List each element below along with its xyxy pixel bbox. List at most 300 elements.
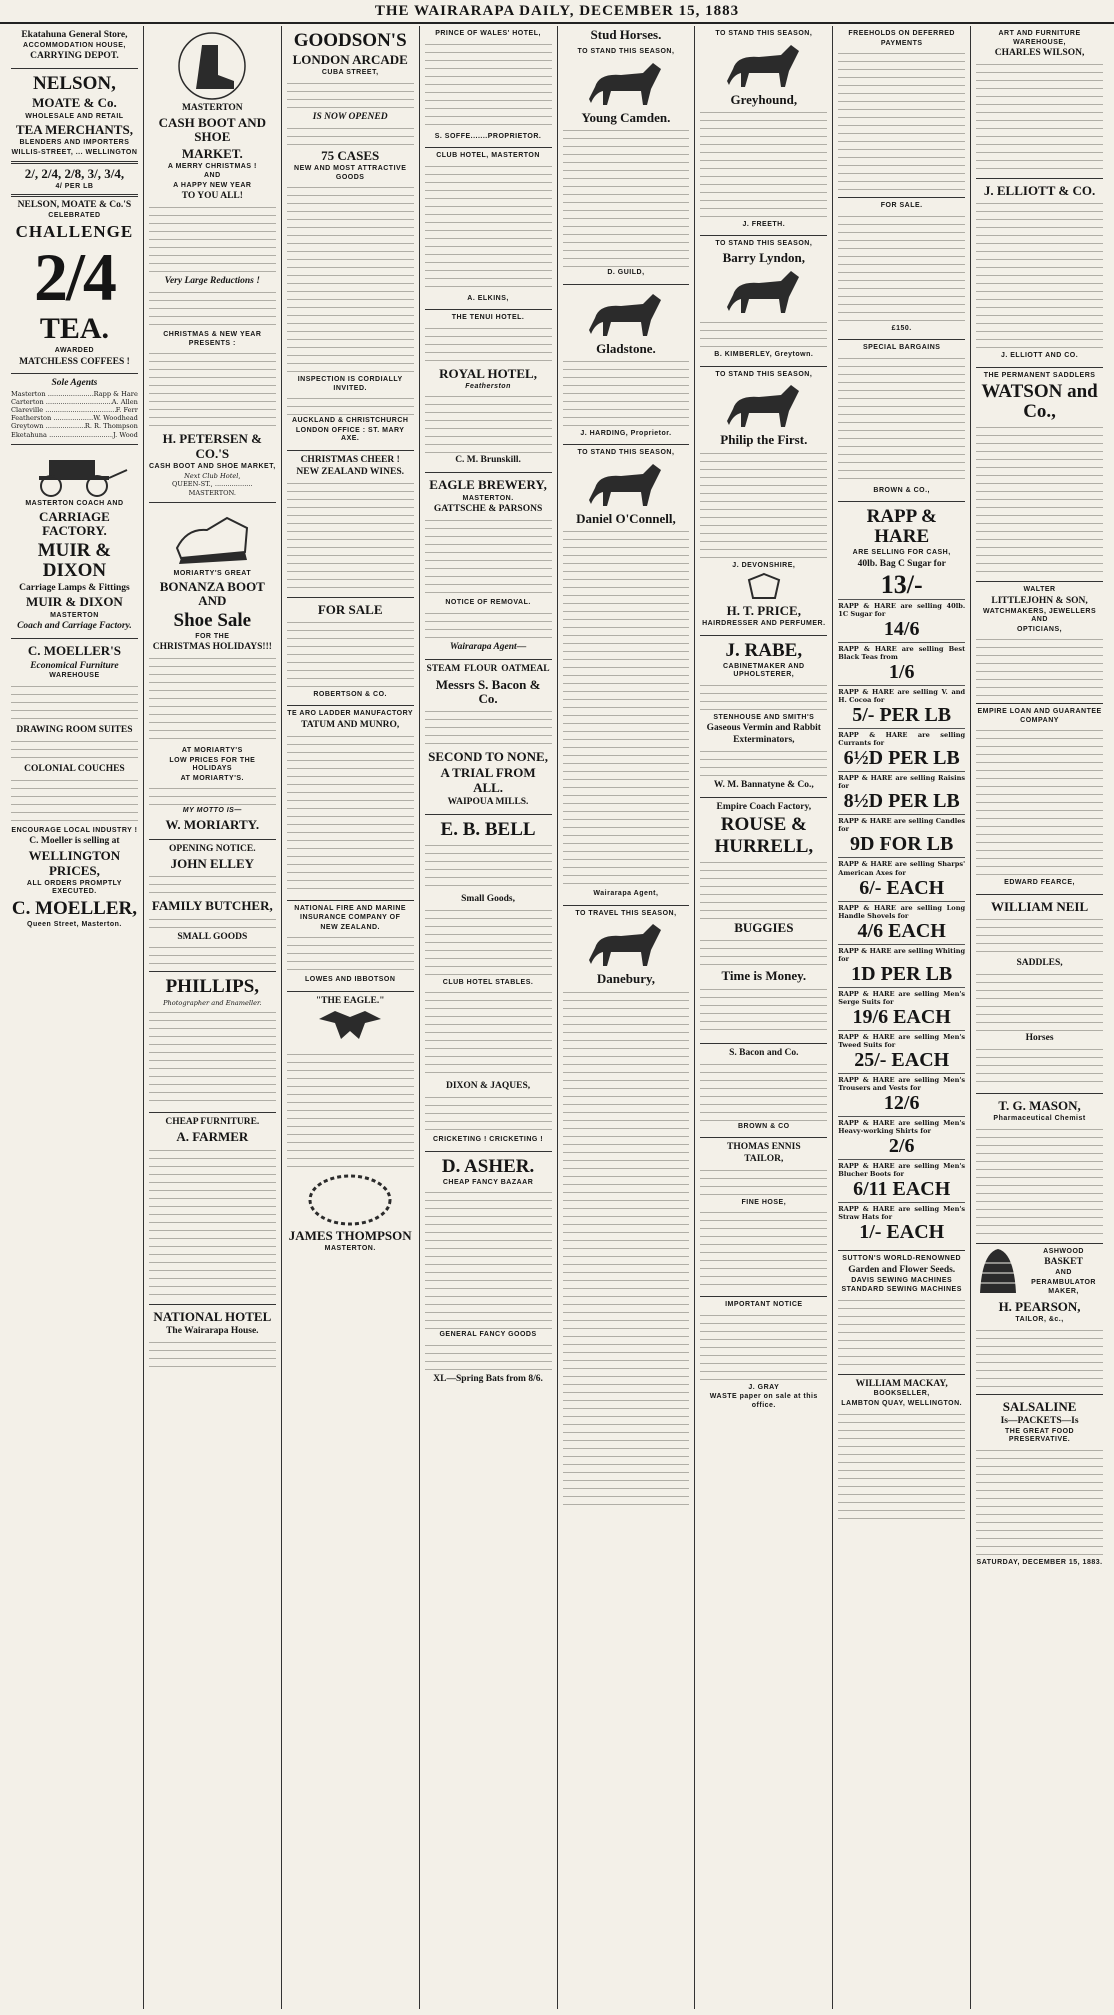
ad-nelson-moate xyxy=(11,69,138,374)
ad-title: ROYAL HOTEL, xyxy=(439,365,537,381)
divider xyxy=(11,161,138,164)
agent-town: Featherston ..... xyxy=(11,414,93,422)
tea-price-unit: 4/ PER LB xyxy=(55,182,94,190)
horse-illustration xyxy=(581,460,671,510)
ad-heading: DAVIS SEWING MACHINES xyxy=(851,1276,953,1284)
ad-subtitle: Next Club Hotel, xyxy=(184,472,241,481)
agent-name: R. R. Thompson xyxy=(84,422,138,431)
agent-town: Masterton ..... xyxy=(11,390,94,398)
ad-heading: NOTICE OF REMOVAL. xyxy=(445,599,531,607)
ad-heading: GENERAL FANCY GOODS xyxy=(439,1331,537,1339)
body-text xyxy=(11,777,138,825)
item-description: RAPP & HARE are selling Men's Heavy-working Shirts for xyxy=(838,1118,966,1135)
ad-subtitle: NEW AND MOST ATTRACTIVE GOODS xyxy=(294,164,407,181)
challenge-heading: CHALLENGE xyxy=(15,221,134,241)
body-text xyxy=(287,934,414,974)
ad-national-hotel xyxy=(149,1305,276,1376)
ad-subtitle: AT MORIARTY'S xyxy=(181,747,243,755)
ad-heading: 75 CASES xyxy=(321,147,380,163)
body-text xyxy=(287,733,414,893)
ad-empire-loan xyxy=(976,704,1103,895)
ad-title: J. RABE, xyxy=(725,639,803,661)
ad-address: WILLIS-STREET, ... WELLINGTON xyxy=(11,148,138,156)
agent-row xyxy=(11,398,138,406)
ad-title: D. ASHER. xyxy=(441,1155,535,1177)
rapp-hare-item xyxy=(838,599,965,642)
column-5 xyxy=(558,26,696,2009)
body-text xyxy=(287,480,414,590)
ad-heading: Carriage Lamps & Fittings xyxy=(19,582,130,593)
horse-name: Greyhound, xyxy=(730,91,798,107)
body-text xyxy=(149,655,276,745)
body-text xyxy=(149,873,276,897)
body-text xyxy=(149,204,276,274)
ad-title: EAGLE BREWERY, xyxy=(429,477,547,493)
ad-subtitle: B. KIMBERLEY, Greytown. xyxy=(714,351,814,359)
ad-heading: NATIONAL FIRE AND MARINE xyxy=(294,904,407,912)
ad-title: MASTERTON xyxy=(181,103,243,113)
ad-subtitle: TAILOR, &c., xyxy=(1015,1316,1064,1324)
ad-title: CHARLES WILSON, xyxy=(994,48,1085,59)
ad-subtitle: THE GREAT FOOD PRESERVATIVE. xyxy=(1005,1427,1075,1444)
item-description: RAPP & HARE are selling Men's Blucher Boots for xyxy=(838,1161,966,1178)
ad-heading: BUGGIES xyxy=(734,920,794,935)
ad-heading: FOR SALE. xyxy=(880,202,923,210)
ad-heading: TO STAND THIS SEASON, xyxy=(577,449,675,457)
divider xyxy=(11,194,138,197)
ad-heading: TO STAND THIS SEASON, xyxy=(715,30,813,37)
body-text xyxy=(976,200,1103,350)
body-text xyxy=(838,1297,965,1367)
eagle-illustration xyxy=(315,1009,385,1049)
body-text xyxy=(976,971,1103,1031)
ad-heading: INSPECTION IS CORDIALLY INVITED. xyxy=(297,376,403,392)
ad-charles-wilson xyxy=(976,26,1103,179)
body-text xyxy=(976,916,1103,956)
ad-subtitle: ALL ORDERS PROMPTLY EXECUTED. xyxy=(26,879,122,896)
body-text xyxy=(149,1339,276,1369)
ad-heading: PAYMENTS xyxy=(880,39,923,47)
ad-heading: CLUB HOTEL STABLES. xyxy=(442,978,534,986)
ad-heading: STANDARD SEWING MACHINES xyxy=(841,1286,962,1294)
agent-name: F. Ferr xyxy=(115,406,138,415)
ad-j-rabe xyxy=(700,636,827,798)
body-text xyxy=(976,1126,1103,1236)
ad-title: LITTLEJOHN & SON, xyxy=(991,595,1088,606)
ad-title: MUIR & DIXON xyxy=(37,539,112,581)
body-text xyxy=(425,517,552,597)
boot-illustration xyxy=(172,31,252,101)
column-8 xyxy=(971,26,1108,2009)
body-text xyxy=(838,50,965,190)
body-text xyxy=(976,636,1103,696)
item-price: 8½D PER LB xyxy=(843,790,960,813)
ad-heading: TO TRAVEL THIS SEASON, xyxy=(575,909,677,917)
shoe-illustration xyxy=(167,508,257,568)
ad-danebury xyxy=(563,906,690,1516)
ad-subtitle: WALTER xyxy=(1023,586,1056,594)
ad-heading: 40lb. Bag C Sugar for xyxy=(857,558,946,569)
ad-heading: SADDLES, xyxy=(1016,958,1063,969)
rapp-hare-item xyxy=(838,1030,965,1073)
ad-subtitle: £150. xyxy=(891,324,912,332)
beehive-row xyxy=(976,1247,1103,1298)
ad-address: Queen Street, Masterton. xyxy=(27,920,122,928)
ad-title: Ekatahuna General Store, xyxy=(21,30,128,40)
masthead-title: THE WAIRARAPA DAILY, DECEMBER 15, 1883 xyxy=(374,3,740,19)
ad-heading: TO YOU ALL! xyxy=(181,191,243,202)
ad-title: MUIR & DIXON xyxy=(26,594,123,610)
agent-row xyxy=(11,414,138,422)
body-text xyxy=(149,916,276,930)
rapp-hare-item xyxy=(838,944,965,987)
body-text xyxy=(149,1147,276,1297)
ad-subtitle: J. DEVONSHIRE, xyxy=(732,561,796,569)
rapp-hare-item-list xyxy=(838,599,965,1245)
body-text xyxy=(700,109,827,219)
ad-heading: TEA MERCHANTS, xyxy=(15,122,133,138)
item-description: RAPP & HARE are selling V. and H. Cocoa for xyxy=(838,688,966,705)
ad-heading: IMPORTANT NOTICE xyxy=(725,1301,803,1309)
ad-subtitle: WAIPOUA MILLS. xyxy=(447,797,529,808)
ad-title: THOMAS ENNIS xyxy=(726,1142,801,1153)
wreath-illustration xyxy=(305,1173,395,1227)
ad-heading: STENHOUSE AND SMITH'S xyxy=(713,713,815,721)
ad-subtitle: J. HARDING, Proprietor. xyxy=(580,429,672,437)
body-text xyxy=(287,395,414,415)
ad-club-hotel xyxy=(425,148,552,310)
ad-heading: PERAMBULATOR xyxy=(1031,1278,1096,1286)
ad-subtitle: MASTERTON xyxy=(50,611,99,619)
body-text xyxy=(287,1051,414,1171)
column-6 xyxy=(695,26,833,2009)
body-text xyxy=(838,355,965,485)
ad-heading: TO STAND THIS SEASON, xyxy=(577,48,675,56)
ad-subtitle: CABINETMAKER AND UPHOLSTERER, xyxy=(722,662,805,679)
rapp-hare-item xyxy=(838,987,965,1030)
item-description: RAPP & HARE are selling Raisins for xyxy=(838,774,966,791)
horse-illustration xyxy=(719,41,809,91)
agent-row xyxy=(11,431,138,439)
ad-heading: CHRISTMAS & NEW YEAR PRESENTS : xyxy=(163,331,262,347)
ad-subtitle: WHOLESALE AND RETAIL xyxy=(25,112,124,120)
ad-title: CARRIAGE FACTORY. xyxy=(39,509,110,539)
ad-title: NATIONAL HOTEL xyxy=(153,1308,272,1324)
body-text xyxy=(149,944,276,964)
ad-ekatahuna-store xyxy=(11,26,138,69)
horse-illustration xyxy=(581,59,671,109)
ad-heading: DRAWING ROOM SUITES xyxy=(16,724,133,735)
item-price: 1/- EACH xyxy=(859,1221,945,1244)
ad-freeholds xyxy=(838,26,965,198)
ad-philip-the-first xyxy=(700,367,827,636)
ad-subtitle: Featherston xyxy=(465,382,511,390)
ad-subtitle: CARRYING DEPOT. xyxy=(30,51,119,62)
ad-subtitle: AT MORIARTY'S. xyxy=(180,774,244,782)
ad-title: PRINCE OF WALES' HOTEL, xyxy=(435,30,541,37)
ad-waipoua-mills xyxy=(425,660,552,815)
ad-title: C. MOELLER'S xyxy=(27,643,122,659)
horse-name: Daniel O'Connell, xyxy=(576,511,676,527)
body-text xyxy=(425,989,552,1079)
masthead xyxy=(0,0,1114,24)
ad-heading: LOW PRICES FOR THE HOLIDAYS xyxy=(169,756,256,773)
ad-subtitle: Economical Furniture xyxy=(30,660,119,671)
ad-title: HURRELL, xyxy=(714,836,814,858)
ad-subtitle: MASTERTON COACH AND xyxy=(25,499,124,507)
ad-heading: WELLINGTON PRICES, xyxy=(28,848,121,878)
ad-s-bacon xyxy=(700,1044,827,1138)
ad-subtitle: TAILOR, xyxy=(744,1153,784,1164)
body-text xyxy=(425,163,552,293)
ad-address: QUEEN-ST., .................. MASTERTON. xyxy=(172,480,253,497)
body-text xyxy=(425,610,552,640)
rapp-hare-item xyxy=(838,857,965,900)
agent-name: A. Allen xyxy=(111,398,138,407)
rapp-hare-item xyxy=(838,1159,965,1202)
horse-illustration xyxy=(581,920,671,970)
column-4 xyxy=(420,26,558,2009)
body-text xyxy=(11,738,138,762)
ad-heading: BASKET xyxy=(1044,1257,1083,1268)
tea-prices: 2/, 2/4, 2/8, 3/, 3/4, xyxy=(24,165,125,181)
ad-heading: Exterminators, xyxy=(733,735,795,746)
body-text xyxy=(976,424,1103,574)
rapp-hare-item xyxy=(838,771,965,814)
ad-national-insurance xyxy=(287,901,414,992)
ad-heading: CHEAP FURNITURE. xyxy=(165,1117,260,1128)
ad-thomas-ennis xyxy=(700,1138,827,1297)
ad-heading: TO STAND THIS SEASON, xyxy=(715,370,813,378)
rapp-hare-item xyxy=(838,1202,965,1245)
ad-heading: Very Large Reductions ! xyxy=(164,276,260,287)
ad-subtitle: TE ARO LADDER MANUFACTORY xyxy=(287,710,414,718)
ad-subtitle: BROWN & CO., xyxy=(873,486,930,494)
body-text xyxy=(700,1209,827,1289)
item-price: 6/11 EACH xyxy=(853,1177,951,1200)
ad-heading: CHRISTMAS HOLIDAYS!!! xyxy=(152,642,272,653)
ad-subtitle: S. SOFFE.......PROPRIETOR. xyxy=(434,132,542,140)
item-description: RAPP & HARE are selling Men's Tweed Suits for xyxy=(838,1032,966,1049)
ad-phillips xyxy=(149,972,276,1113)
ad-heading: THE PERMANENT SADDLERS xyxy=(983,371,1096,379)
item-price: 2/6 xyxy=(888,1134,915,1157)
ad-title: THE TENUI HOTEL. xyxy=(451,314,525,322)
column-1 xyxy=(6,26,144,2009)
ad-heading: INSURANCE COMPANY OF xyxy=(300,914,401,922)
ad-barry-lyndon xyxy=(700,236,827,366)
body-text xyxy=(287,80,414,110)
rapp-hare-item xyxy=(838,901,965,944)
horse-illustration xyxy=(581,290,671,340)
rapp-hare-item xyxy=(838,1073,965,1116)
body-text xyxy=(976,1327,1103,1387)
tea-heading: TEA. xyxy=(39,312,110,346)
ad-subtitle: Photographer and Enameller. xyxy=(163,999,262,1008)
ad-title: "THE EAGLE." xyxy=(315,995,385,1006)
item-description: RAPP & HARE are selling Men's Serge Suits for xyxy=(838,989,966,1006)
body-text xyxy=(700,859,827,919)
ad-daniel-oconnell xyxy=(563,445,690,905)
ad-title: BONANZA BOOT AND xyxy=(159,579,265,609)
agent-row xyxy=(11,422,138,430)
horse-name: Danebury, xyxy=(596,971,656,987)
agent-name: Rapp & Hare xyxy=(93,390,138,399)
ad-subtitle: EDWARD FEARCE, xyxy=(1004,879,1075,887)
ad-rapp-hare xyxy=(838,502,965,1251)
body-text xyxy=(11,683,138,723)
ad-heading: NEW ZEALAND. xyxy=(320,923,381,931)
ad-for-sale xyxy=(287,598,414,707)
ad-subtitle: AUCKLAND & CHRISTCHURCH xyxy=(291,417,409,425)
ad-title: T. G. MASON, xyxy=(998,1098,1081,1113)
body-text xyxy=(563,528,690,888)
ad-subtitle: J. ELLIOTT AND CO. xyxy=(1000,352,1079,360)
item-price: 4/6 EACH xyxy=(857,919,946,942)
ad-subtitle: HAIRDRESSER AND PERFUMER. xyxy=(702,620,826,628)
ad-subtitle: DIXON & JAQUES, xyxy=(445,1081,531,1092)
ad-suttons-seeds xyxy=(838,1251,965,1375)
ad-subtitle: BROWN & CO xyxy=(737,1122,790,1130)
body-text xyxy=(425,708,552,748)
agent-name: W. Woodhead xyxy=(93,414,138,423)
body-text xyxy=(425,41,552,131)
ad-heading: TO STAND THIS SEASON, xyxy=(715,240,813,248)
rapp-hare-item xyxy=(838,728,965,771)
ad-sole-agents xyxy=(11,374,138,444)
item-description: RAPP & HARE are selling Sharps' American Axes for xyxy=(838,860,966,877)
item-description: RAPP & HARE are selling Candles for xyxy=(838,817,966,834)
ad-title: H. PETERSEN & CO.'S xyxy=(162,431,262,461)
ad-title: Shoe Sale xyxy=(173,609,252,631)
body-text xyxy=(287,619,414,689)
body-text xyxy=(425,1094,552,1134)
ad-subtitle: The Wairarapa House. xyxy=(166,1325,259,1336)
ad-subtitle: A HAPPY NEW YEAR xyxy=(173,181,252,189)
item-description: RAPP & HARE are selling Men's Straw Hats for xyxy=(838,1204,966,1222)
item-description: RAPP & HARE are selling 40lb. 1C Sugar for xyxy=(838,602,966,619)
ad-greyhound xyxy=(700,26,827,236)
ad-subtitle: W. M. Bannatyne & Co., xyxy=(713,780,814,791)
ad-john-elley xyxy=(149,840,276,972)
ad-goodsons-arcade xyxy=(287,26,414,451)
ad-heading: COLONIAL COUCHES xyxy=(24,763,125,774)
ad-title: CLUB HOTEL, MASTERTON xyxy=(436,152,540,160)
ad-heading: ART AND FURNITURE WAREHOUSE, xyxy=(998,30,1081,46)
ad-william-neil xyxy=(976,895,1103,1094)
ad-heading: NELSON, MOATE & Co.'S xyxy=(17,200,132,211)
ad-title: TATUM AND MUNRO, xyxy=(301,719,400,730)
mills-label: FLOUR xyxy=(464,663,498,674)
section-header: Stud Horses. xyxy=(590,27,662,42)
item-price: 25/- EACH xyxy=(854,1048,950,1071)
ad-subtitle: J. FREETH. xyxy=(742,220,786,228)
ad-for-sale-land xyxy=(838,198,965,340)
item-description: RAPP & HARE are selling Best Black Teas from xyxy=(838,645,966,662)
ad-heading: IS NOW OPENED xyxy=(312,111,388,122)
agent-town: Eketahuna ..... xyxy=(11,431,113,439)
ad-title: H. PEARSON, xyxy=(998,1298,1081,1314)
ad-d-asher xyxy=(425,1152,552,1391)
body-text xyxy=(425,325,552,365)
ad-royal-hotel xyxy=(425,310,552,473)
ad-title: W. MORIARTY. xyxy=(165,816,260,832)
agents-title: Sole Agents xyxy=(51,378,98,389)
ad-subtitle: WATCHMAKERS, JEWELLERS AND xyxy=(982,607,1097,624)
ad-title: MARKET. xyxy=(181,145,243,161)
ad-title: WATSON and Co., xyxy=(981,381,1098,423)
item-description: RAPP & HARE are selling Whiting for xyxy=(838,946,966,963)
horse-illustration xyxy=(719,381,809,431)
ad-heading: OPENING NOTICE. xyxy=(169,844,256,854)
agent-town: Greytown ..... xyxy=(11,422,85,430)
ad-title: NELSON, xyxy=(32,73,116,95)
ad-title: Garden and Flower Seeds. xyxy=(848,1264,956,1275)
item-description: RAPP & HARE are selling Long Handle Shovels for xyxy=(838,903,966,920)
ad-william-mackay xyxy=(838,1375,965,1528)
ad-title: JAMES THOMPSON xyxy=(288,1227,412,1243)
ad-cheap-furniture xyxy=(149,1113,276,1304)
ad-subtitle: CASH BOOT AND SHOE MARKET, xyxy=(148,462,276,470)
crest-illustration xyxy=(739,572,789,602)
ad-title: NEW ZEALAND WINES. xyxy=(296,466,404,477)
body-text xyxy=(149,350,276,430)
ad-prince-of-wales-hotel xyxy=(425,26,552,148)
ad-heading: Time is Money. xyxy=(721,968,807,984)
item-description: RAPP & HARE are selling Men's Trousers and Vests for xyxy=(838,1075,966,1092)
ad-nz-wines xyxy=(287,451,414,598)
column-3 xyxy=(282,26,420,2009)
ad-heading: MAKER, xyxy=(1048,1288,1079,1296)
body-text xyxy=(700,937,827,967)
ad-moriarty xyxy=(149,503,276,840)
ad-subtitle: Pharmaceutical Chemist xyxy=(993,1115,1086,1123)
body-text xyxy=(700,748,827,778)
ad-subtitle: ROBERTSON & CO. xyxy=(313,690,387,698)
ad-title: CASH BOOT AND SHOE xyxy=(158,114,267,145)
ad-title: WILLIAM NEIL xyxy=(990,898,1089,914)
ad-title: J. ELLIOTT & CO. xyxy=(983,182,1096,198)
body-text xyxy=(700,1061,827,1121)
ad-brown-bargains xyxy=(838,340,965,502)
body-text xyxy=(563,989,690,1509)
ad-heading: SMALL GOODS xyxy=(177,931,248,942)
ad-heading: ENCOURAGE LOCAL INDUSTRY ! xyxy=(11,826,138,834)
ad-heading: ASHWOOD xyxy=(1043,1247,1084,1255)
rapp-hare-item xyxy=(838,685,965,728)
ad-eagle-brewery xyxy=(425,473,552,659)
item-price: 5/- PER LB xyxy=(852,704,952,727)
ad-subtitle: ACCOMMODATION HOUSE, xyxy=(23,41,126,49)
ad-muir-dixon xyxy=(11,445,138,640)
agent-town: Carterton ..... xyxy=(11,398,112,406)
ad-subtitle: WAREHOUSE xyxy=(49,672,100,680)
rapp-hare-item xyxy=(838,1116,965,1159)
ad-title: H. T. PRICE, xyxy=(726,603,801,619)
ad-title: E. B. BELL xyxy=(440,818,536,840)
rapp-hare-item xyxy=(838,814,965,857)
body-text xyxy=(149,289,276,329)
horse-illustration xyxy=(719,267,809,317)
mills-labels xyxy=(425,663,552,676)
ad-young-camden xyxy=(563,44,690,284)
ad-title: JOHN ELLEY xyxy=(170,855,255,871)
columns xyxy=(6,26,1108,2009)
ad-title: S. Bacon and Co. xyxy=(729,1047,799,1058)
ad-subtitle: CUBA STREET, xyxy=(321,69,379,77)
ad-subtitle: Coach and Carriage Factory. xyxy=(17,621,132,632)
ad-title: WILLIAM MACKAY, xyxy=(855,1378,948,1389)
